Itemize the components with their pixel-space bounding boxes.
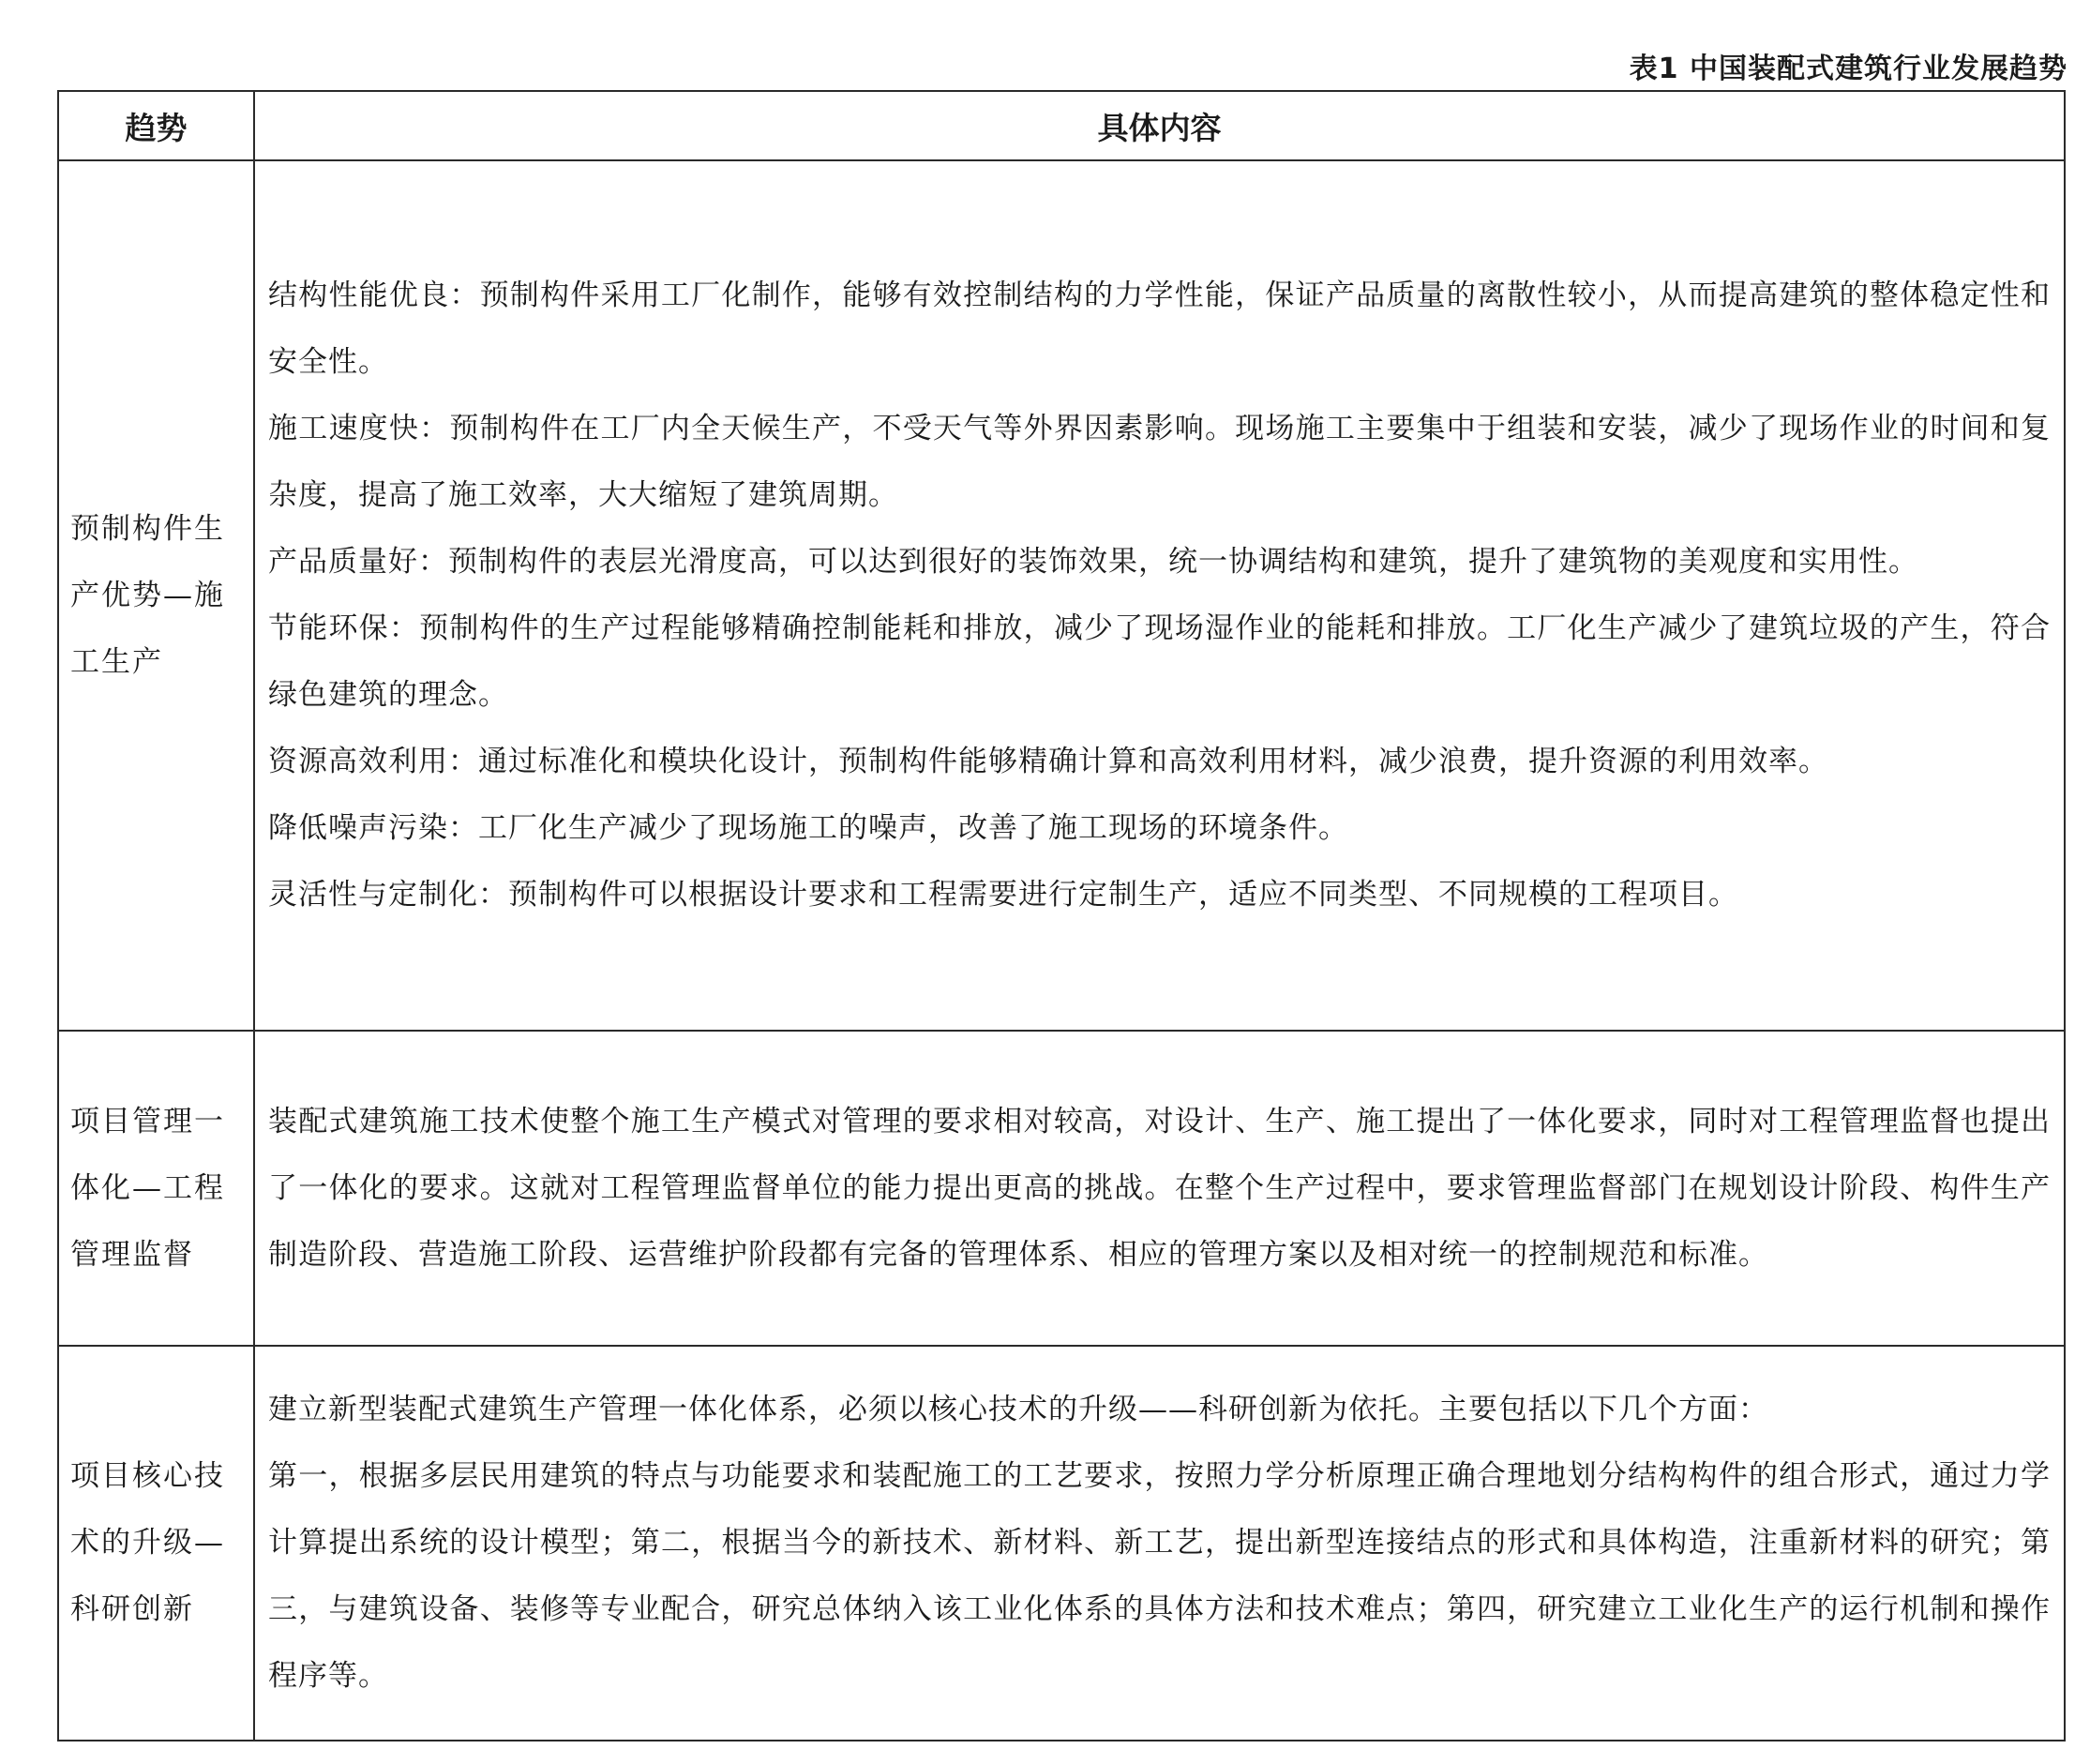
header-trend: 趋势: [58, 91, 254, 160]
table-row: [58, 160, 2065, 1031]
trend-cell: 预制构件生产优势—施工生产: [58, 160, 254, 1031]
trend-table: [57, 90, 2066, 1741]
table-caption: 表1 中国装配式建筑行业发展趋势: [1629, 53, 2067, 85]
table-row: [58, 1346, 2065, 1741]
content-paragraph: 建立新型装配式建筑生产管理一体化体系，必须以核心技术的升级——科研创新为依托。主要包括以下几个方面：: [268, 1393, 1768, 1426]
content-paragraph: 产品质量好：预制构件的表层光滑度高，可以达到很好的装饰效果，统一协调结构和建筑，提升了建筑物的美观度和实用性。: [268, 545, 1918, 579]
content-paragraph: 施工速度快：预制构件在工厂内全天候生产，不受天气等外界因素影响。现场施工主要集中于组装和安装，减少了现场作业的时间和复杂度，提高了施工效率，大大缩短了建筑周期。: [268, 412, 2051, 512]
content-paragraph: 降低噪声污染：工厂化生产减少了现场施工的噪声，改善了施工现场的环境条件。: [268, 811, 1348, 845]
content-paragraph: 资源高效利用：通过标准化和模块化设计，预制构件能够精确计算和高效利用材料，减少浪费，提升资源的利用效率。: [268, 745, 1828, 778]
trend-cell: 项目管理一体化—工程管理监督: [58, 1031, 254, 1346]
table-header-row: [58, 91, 2065, 160]
table-row: [58, 1031, 2065, 1346]
content-paragraph: 灵活性与定制化：预制构件可以根据设计要求和工程需要进行定制生产，适应不同类型、不同规模的工程项目。: [268, 878, 1738, 912]
header-content: 具体内容: [254, 91, 2065, 160]
content-cell: [254, 160, 2065, 1031]
content-cell: [254, 1031, 2065, 1346]
content-cell: [254, 1346, 2065, 1741]
content-paragraph: 第一，根据多层民用建筑的特点与功能要求和装配施工的工艺要求，按照力学分析原理正确合理地划分结构构件的组合形式，通过力学计算提出系统的设计模型；第二，根据当今的新技术、新材料、新工艺，提出新型连接结点的形式和具体构造，注重新材料的研究；第三，与建筑设备、装修等专业配合，研究总体纳入该工业化体系的具体方法和技术难点；第四，研究建立工业化生产的运行机制和操作程序等。: [268, 1459, 2051, 1693]
content-paragraph: 节能环保：预制构件的生产过程能够精确控制能耗和排放，减少了现场湿作业的能耗和排放。工厂化生产减少了建筑垃圾的产生，符合绿色建筑的理念。: [268, 611, 2051, 712]
trend-cell: 项目核心技术的升级—科研创新: [58, 1346, 254, 1741]
content-paragraph: 结构性能优良：预制构件采用工厂化制作，能够有效控制结构的力学性能，保证产品质量的离散性较小，从而提高建筑的整体稳定性和安全性。: [268, 279, 2051, 379]
content-paragraph: 装配式建筑施工技术使整个施工生产模式对管理的要求相对较高，对设计、生产、施工提出了一体化要求，同时对工程管理监督也提出了一体化的要求。这就对工程管理监督单位的能力提出更高的挑战。在整个生产过程中，要求管理监督部门在规划设计阶段、构件生产制造阶段、营造施工阶段、运营维护阶段都有完备的管理体系、相应的管理方案以及相对统一的控制规范和标准。: [268, 1104, 2051, 1272]
